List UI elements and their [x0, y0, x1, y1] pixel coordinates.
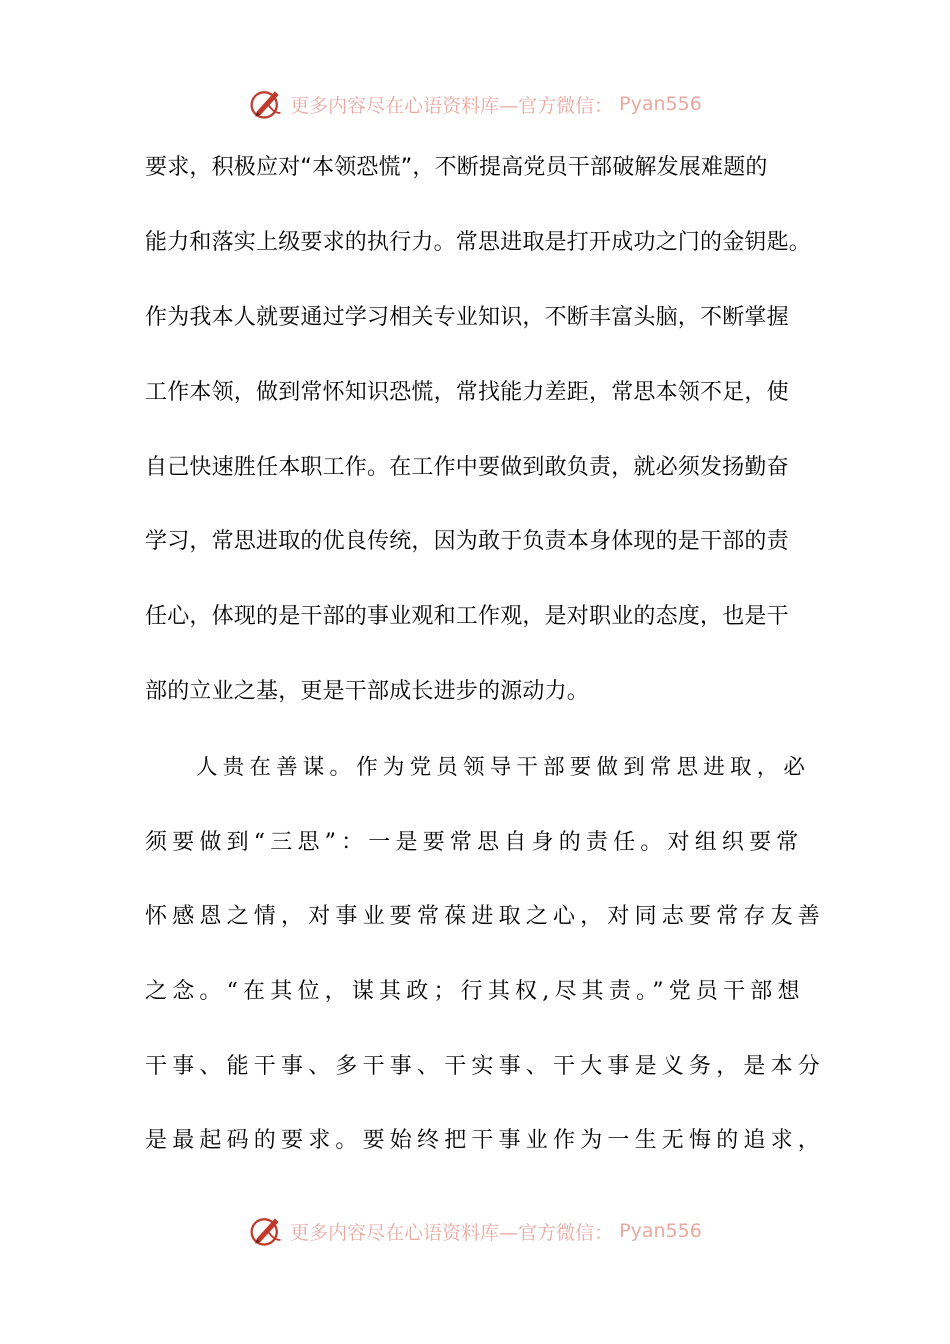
pen-logo-icon: [248, 86, 284, 122]
watermark-text: 更多内容尽在心语资料库—官方微信：: [290, 1221, 614, 1244]
text-line: 须要做到“三思”：一是要常思自身的责任。对组织要常: [145, 830, 804, 855]
text-line: 自己快速胜任本职工作。在工作中要做到敢负责，就必须发扬勤奋: [145, 455, 789, 480]
text-line: 干事、能干事、多干事、干实事、干大事是义务，是本分: [145, 1054, 826, 1079]
text-line: 作为我本人就要通过学习相关专业知识，不断丰富头脑，不断掌握: [145, 305, 789, 330]
text-line: 部的立业之基，更是干部成长进步的源动力。: [145, 679, 590, 704]
watermark-inner: [248, 1213, 702, 1249]
text-line: 能力和落实上级要求的执行力。常思进取是打开成功之门的金钥匙。: [145, 230, 812, 255]
text-line: 工作本领，做到常怀知识恐慌，常找能力差距，常思本领不足，使: [145, 380, 789, 405]
watermark-header: [0, 82, 950, 126]
text-line: 学习，常思进取的优良传统，因为敢于负责本身体现的是干部的责: [145, 529, 789, 554]
watermark-inner: [248, 86, 702, 122]
text-line: 怀感恩之情，对事业要常葆进取之心，对同志要常存友善: [145, 904, 826, 929]
watermark-footer: [0, 1209, 950, 1253]
watermark-wechat-id: Pyan556: [619, 93, 702, 115]
text-line: 任心，体现的是干部的事业观和工作观，是对职业的态度，也是干: [145, 604, 789, 629]
pen-logo-icon: [248, 1213, 284, 1249]
text-line: 是最起码的要求。要始终把干事业作为一生无悔的追求，: [145, 1128, 826, 1153]
watermark-text: 更多内容尽在心语资料库—官方微信：: [290, 94, 614, 117]
text-line: 要求，积极应对“本领恐慌”，不断提高党员干部破解发展难题的: [145, 155, 768, 180]
text-line: 之念。“在其位，谋其政；行其权,尽其责。”党员干部想: [145, 979, 805, 1004]
text-line: 人贵在善谋。作为党员领导干部要做到常思进取，必: [196, 755, 811, 780]
watermark-wechat-id: Pyan556: [619, 1220, 702, 1242]
